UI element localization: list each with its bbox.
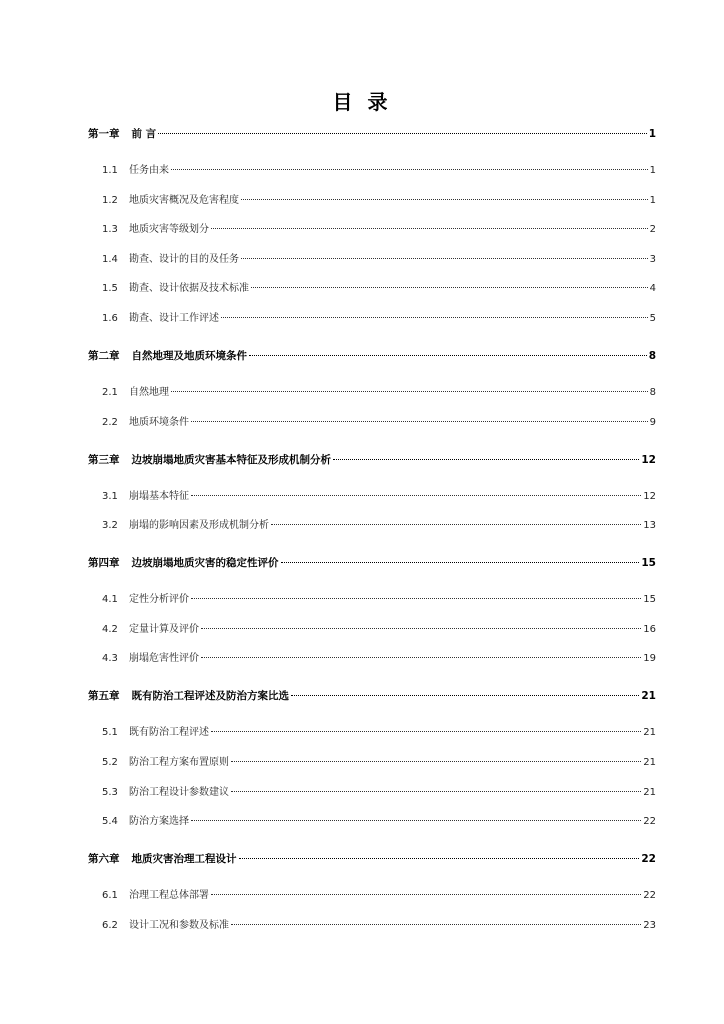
toc-entry-number: 5.2	[102, 757, 118, 768]
toc-dot-leader	[191, 820, 641, 821]
toc-dot-leader	[201, 628, 641, 629]
toc-page-number: 19	[643, 653, 656, 664]
toc-entry-number: 5.3	[102, 787, 118, 798]
toc-entry-label	[102, 918, 229, 934]
toc-section-entry[interactable]	[102, 222, 656, 238]
toc-entry-label	[102, 222, 209, 238]
toc-entry-number: 5.1	[102, 727, 118, 738]
toc-entry-title: 前 言	[131, 128, 157, 140]
toc-page-number: 12	[643, 491, 656, 502]
toc-page-number: 1	[648, 128, 656, 140]
toc-chapter-entry[interactable]	[88, 452, 656, 468]
toc-dot-leader	[191, 495, 641, 496]
toc-entry-label	[88, 126, 156, 142]
toc-entry-label	[88, 348, 247, 364]
toc-entry-number: 1.1	[102, 165, 118, 176]
toc-section-entry[interactable]	[102, 252, 656, 268]
toc-page-number: 9	[649, 417, 656, 428]
toc-dot-leader	[291, 695, 639, 696]
toc-chapter-entry[interactable]	[88, 851, 656, 867]
toc-page-number: 8	[648, 350, 656, 362]
toc-entry-number: 2.1	[102, 387, 118, 398]
toc-dot-leader	[239, 858, 640, 859]
toc-dot-leader	[171, 169, 648, 170]
toc-entry-number: 2.2	[102, 417, 118, 428]
toc-dot-leader	[241, 258, 648, 259]
toc-entry-title: 防治方案选择	[129, 816, 189, 827]
toc-entry-title: 自然地理及地质环境条件	[131, 350, 247, 362]
toc-entry-title: 地质灾害等级划分	[129, 224, 209, 235]
toc-page-number: 13	[643, 520, 656, 531]
toc-section-entry[interactable]	[102, 163, 656, 179]
toc-section-entry[interactable]	[102, 814, 656, 830]
toc-entry-label	[102, 385, 169, 401]
toc-entry-number: 4.2	[102, 624, 118, 635]
toc-dot-leader	[191, 421, 648, 422]
toc-entry-number: 第五章	[88, 690, 120, 702]
toc-dot-leader	[191, 598, 641, 599]
toc-entry-label	[102, 252, 239, 268]
toc-dot-leader	[201, 657, 641, 658]
toc-chapter-entry[interactable]	[88, 348, 656, 364]
toc-entry-title: 设计工况和参数及标准	[129, 920, 229, 931]
toc-entry-title: 地质灾害概况及危害程度	[129, 195, 239, 206]
toc-dot-leader	[211, 228, 648, 229]
toc-entry-number: 6.1	[102, 890, 118, 901]
toc-entry-number: 1.6	[102, 313, 118, 324]
toc-section-entry[interactable]	[102, 385, 656, 401]
toc-entry-label	[102, 489, 189, 505]
toc-entry-number: 第三章	[88, 454, 120, 466]
toc-dot-leader	[231, 761, 641, 762]
toc-dot-leader	[333, 459, 639, 460]
toc-page-number: 22	[643, 816, 656, 827]
toc-entry-title: 勘查、设计工作评述	[129, 313, 219, 324]
toc-section-entry[interactable]	[102, 489, 656, 505]
toc-entry-title: 地质环境条件	[129, 417, 189, 428]
toc-entry-title: 既有防治工程评述及防治方案比选	[131, 690, 289, 702]
toc-dot-leader	[281, 562, 640, 563]
toc-entry-title: 任务由来	[129, 165, 169, 176]
toc-entry-label	[102, 518, 269, 534]
toc-entry-label	[102, 651, 199, 667]
toc-entry-title: 勘查、设计的目的及任务	[129, 254, 239, 265]
toc-entry-label	[88, 452, 331, 468]
toc-chapter-entry[interactable]	[88, 126, 656, 142]
toc-entry-number: 4.1	[102, 594, 118, 605]
toc-page-number: 3	[649, 254, 656, 265]
toc-section-entry[interactable]	[102, 592, 656, 608]
toc-page-number: 15	[643, 594, 656, 605]
toc-section-entry[interactable]	[102, 518, 656, 534]
toc-page-number: 5	[649, 313, 656, 324]
toc-section-entry[interactable]	[102, 725, 656, 741]
toc-entry-title: 崩塌危害性评价	[129, 653, 199, 664]
toc-entry-title: 治理工程总体部署	[129, 890, 209, 901]
toc-entry-number: 1.3	[102, 224, 118, 235]
toc-page-number: 22	[643, 890, 656, 901]
toc-dot-leader	[211, 894, 641, 895]
toc-entry-label	[102, 622, 199, 638]
toc-entry-number: 6.2	[102, 920, 118, 931]
toc-entry-label	[102, 193, 239, 209]
toc-entry-label	[102, 785, 229, 801]
toc-section-entry[interactable]	[102, 193, 656, 209]
toc-entry-title: 防治工程设计参数建议	[129, 787, 229, 798]
toc-entry-title: 防治工程方案布置原则	[129, 757, 229, 768]
toc-page-number: 23	[643, 920, 656, 931]
toc-dot-leader	[231, 791, 641, 792]
toc-entry-title: 边坡崩塌地质灾害的稳定性评价	[131, 557, 279, 569]
toc-entry-title: 崩塌基本特征	[129, 491, 189, 502]
toc-entry-label	[102, 311, 219, 327]
toc-entry-label	[102, 755, 229, 771]
toc-dot-leader	[231, 924, 641, 925]
toc-section-entry[interactable]	[102, 755, 656, 771]
toc-dot-leader	[241, 199, 648, 200]
toc-dot-leader	[158, 133, 647, 134]
toc-entry-number: 第一章	[88, 128, 120, 140]
toc-entry-label	[102, 888, 209, 904]
toc-entry-title: 地质灾害治理工程设计	[131, 853, 237, 865]
toc-dot-leader	[251, 287, 648, 288]
toc-page-number: 21	[643, 727, 656, 738]
toc-section-entry[interactable]	[102, 622, 656, 638]
toc-entry-number: 1.4	[102, 254, 118, 265]
toc-entry-label	[88, 555, 279, 571]
toc-entry-number: 第四章	[88, 557, 120, 569]
toc-entry-number: 第二章	[88, 350, 120, 362]
toc-page-number: 2	[649, 224, 656, 235]
toc-entry-label	[102, 725, 209, 741]
toc-entry-label	[102, 814, 189, 830]
toc-title: 目 录	[332, 90, 392, 114]
toc-entry-title: 勘查、设计依据及技术标准	[129, 283, 249, 294]
toc-entry-label	[88, 688, 289, 704]
toc-entry-number: 5.4	[102, 816, 118, 827]
toc-entry-title: 边坡崩塌地质灾害基本特征及形成机制分析	[131, 454, 331, 466]
toc-dot-leader	[211, 731, 641, 732]
toc-entry-label	[102, 592, 189, 608]
toc-page-number: 15	[641, 557, 656, 569]
toc-section-entry[interactable]	[102, 651, 656, 667]
toc-page-number: 16	[643, 624, 656, 635]
toc-entry-number: 1.2	[102, 195, 118, 206]
toc-page-number: 21	[643, 787, 656, 798]
toc-entry-title: 自然地理	[129, 387, 169, 398]
toc-dot-leader	[271, 524, 641, 525]
toc-page-number: 12	[641, 454, 656, 466]
toc-entry-label	[88, 851, 237, 867]
toc-entry-number: 3.2	[102, 520, 118, 531]
toc-dot-leader	[171, 391, 648, 392]
toc-entry-number: 1.5	[102, 283, 118, 294]
toc-section-entry[interactable]	[102, 888, 656, 904]
toc-entry-title: 崩塌的影响因素及形成机制分析	[129, 520, 269, 531]
toc-entry-number: 3.1	[102, 491, 118, 502]
toc-dot-leader	[221, 317, 648, 318]
toc-section-entry[interactable]	[102, 415, 656, 431]
toc-page-number: 21	[643, 757, 656, 768]
toc-page-number: 1	[649, 165, 656, 176]
toc-entry-label	[102, 281, 249, 297]
toc-section-entry[interactable]	[102, 281, 656, 297]
toc-dot-leader	[249, 355, 647, 356]
toc-chapter-entry[interactable]	[88, 555, 656, 571]
toc-chapter-entry[interactable]	[88, 688, 656, 704]
toc-entry-title: 定性分析评价	[129, 594, 189, 605]
toc-entry-title: 既有防治工程评述	[129, 727, 209, 738]
toc-entry-number: 4.3	[102, 653, 118, 664]
toc-entry-label	[102, 163, 169, 179]
toc-page-number: 22	[641, 853, 656, 865]
toc-entry-number: 第六章	[88, 853, 120, 865]
toc-entry-title: 定量计算及评价	[129, 624, 199, 635]
toc-section-entry[interactable]	[102, 785, 656, 801]
toc-section-entry[interactable]	[102, 918, 656, 934]
toc-page-number: 1	[649, 195, 656, 206]
toc-entry-label	[102, 415, 189, 431]
toc-section-entry[interactable]	[102, 311, 656, 327]
toc-page-number: 21	[641, 690, 656, 702]
toc-page-number: 8	[649, 387, 656, 398]
toc-page-number: 4	[649, 283, 656, 294]
